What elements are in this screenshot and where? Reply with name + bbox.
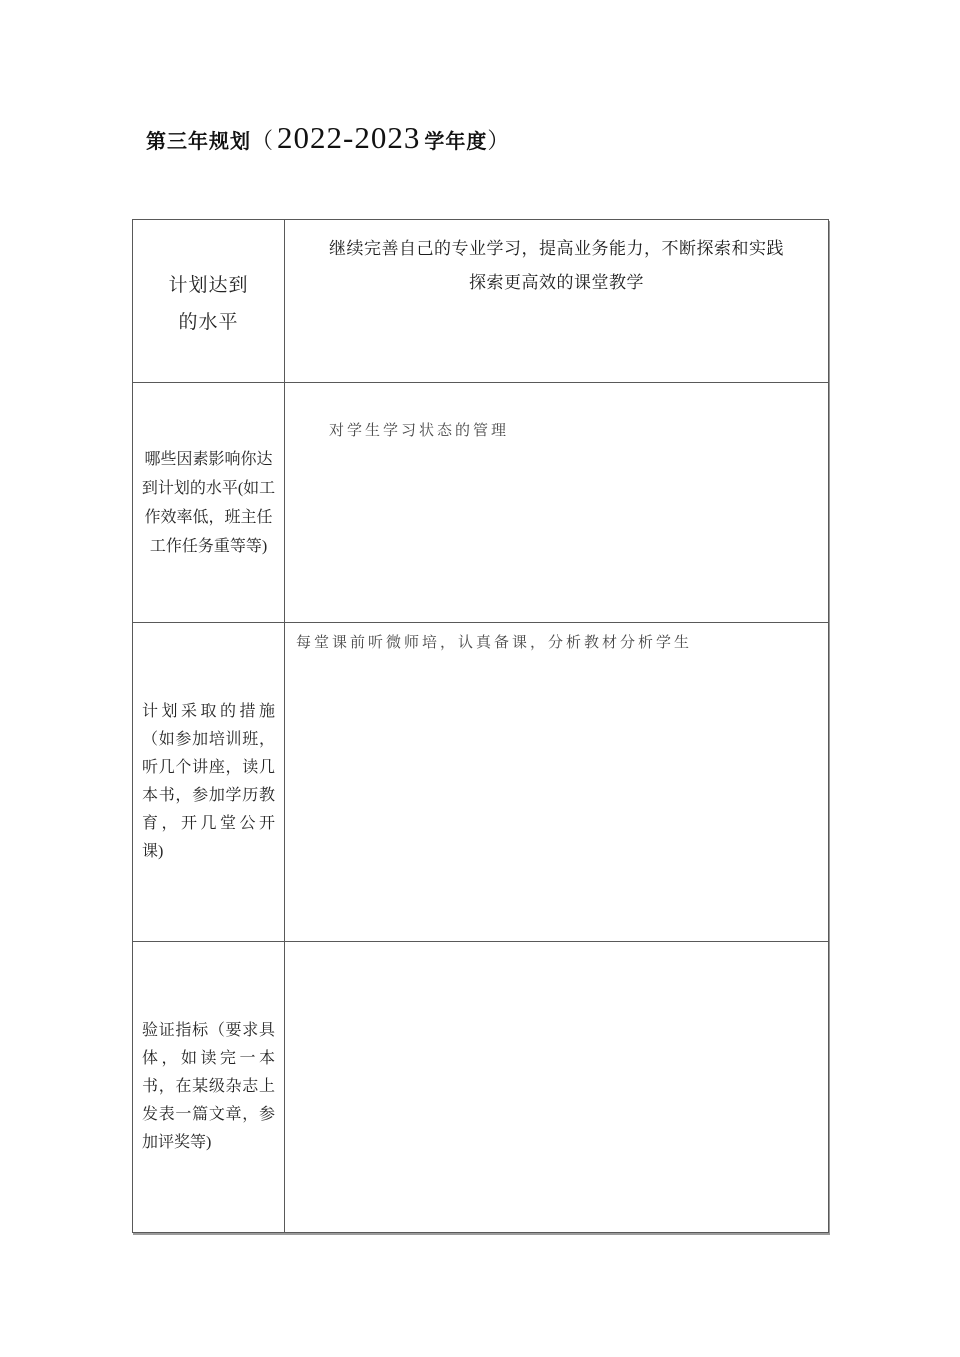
title-suffix: 学年度 [424, 131, 488, 153]
table-row-planned-measures [133, 623, 829, 942]
title-close-paren: ） [487, 128, 510, 153]
row-content-cell-planned-measures [285, 623, 829, 942]
content-text [285, 942, 828, 950]
title-years: 2022-2023 [277, 120, 421, 155]
row-content-cell-influencing-factors [285, 383, 829, 623]
row-content-cell-verification-indicators [285, 942, 829, 1233]
row-label-cell-planned-level [133, 220, 285, 383]
content-text: 每堂课前听微师培，认真备课，分析教材分析学生 [296, 635, 693, 651]
row-label-cell-influencing-factors [133, 383, 285, 623]
title-prefix: 第三年规划 [146, 131, 251, 153]
table-row-planned-level [133, 220, 829, 383]
table-row-verification-indicators [133, 942, 829, 1233]
row-label-line: 的水平 [178, 312, 239, 333]
row-label-cell-verification-indicators [133, 942, 285, 1233]
row-content-cell-planned-level [285, 220, 829, 383]
content-line: 探索更高效的课堂教学 [469, 273, 644, 292]
row-label: 计划采取的措施（如参加培训班，听几个讲座，读几本书，参加学历教育，开几堂公开课) [142, 703, 275, 860]
plan-table [132, 219, 829, 1233]
content-line: 继续完善自己的专业学习，提高业务能力，不断探索和实践 [329, 239, 784, 258]
row-label: 验证指标（要求具体，如读完一本书，在某级杂志上发表一篇文章，参加评奖等) [142, 1022, 275, 1151]
content-text: 对学生学习状态的管理 [329, 423, 510, 439]
row-label: 哪些因素影响你达到计划的水平(如工作效率低，班主任工作任务重等等) [141, 450, 276, 555]
page-title [146, 120, 509, 156]
row-label-cell-planned-measures [133, 623, 285, 942]
row-label-line: 计划达到 [168, 275, 249, 296]
title-open-paren: （ [251, 128, 274, 153]
table-row-influencing-factors [133, 383, 829, 623]
